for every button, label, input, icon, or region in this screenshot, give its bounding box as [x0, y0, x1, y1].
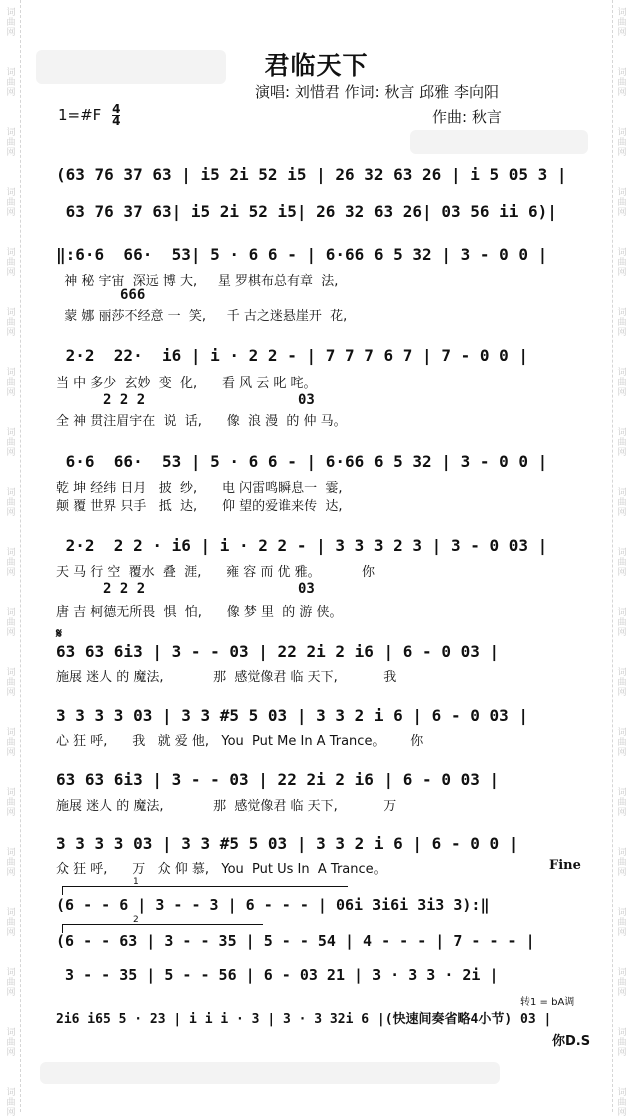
score-line-6: 2·2 2 2 · i6 | i · 2 2 - | 3 3 3 2 3 | 3 - 0 03 | — [56, 536, 548, 555]
watermark-glyphs: 词 曲 网 — [6, 848, 16, 878]
score-line-4: 2·2 22· i6 | i · 2 2 - | 7 7 7 6 7 | 7 - 0 0 | — [56, 346, 529, 365]
lyric-line-8: 心 狂 呼, 我 就 爱 他, You Put Me In A Trance。 你 — [56, 734, 424, 749]
watermark-glyphs: 词 曲 网 — [617, 908, 627, 938]
watermark-glyphs: 词 曲 网 — [6, 188, 16, 218]
watermark-glyphs: 词 曲 网 — [617, 608, 627, 638]
key-change-note: 转1 = bA调 — [520, 997, 575, 1008]
alt-pickup-4: 03 — [298, 392, 315, 408]
watermark-glyphs: 词 曲 网 — [617, 188, 627, 218]
watermark-glyphs: 词 曲 网 — [617, 248, 627, 278]
watermark-glyphs: 词 曲 网 — [6, 728, 16, 758]
key-signature — [58, 104, 120, 127]
song-title: 君临天下 — [264, 51, 369, 80]
blurred-footer-area — [40, 1062, 500, 1084]
watermark-glyphs: 词 曲 网 — [617, 668, 627, 698]
key-label: 1=#F — [58, 106, 102, 124]
watermark-glyphs: 词 曲 网 — [6, 908, 16, 938]
watermark-glyphs: 词 曲 网 — [6, 968, 16, 998]
score-line-12: (6 - - 63 | 3 - - 35 | 5 - - 54 | 4 - - - | 7 - - - | — [56, 932, 535, 950]
watermark-glyphs: 词 曲 网 — [617, 848, 627, 878]
lyric-line-3a: 神 秘 宇宙 深远 博 大, 星 罗棋布总有章 法, — [56, 274, 339, 289]
score-line-9: 63 63 6i3 | 3 - - 03 | 22 2i 2 i6 | 6 - 0 03 | — [56, 770, 500, 789]
watermark-glyphs: 词 曲 网 — [617, 8, 627, 38]
watermark-glyphs: 词 曲 网 — [617, 968, 627, 998]
watermark-glyphs: 词 曲 网 — [617, 428, 627, 458]
time-signature-bottom: 4 — [112, 114, 121, 128]
right-watermark-strip — [611, 0, 633, 1118]
watermark-glyphs: 词 曲 网 — [617, 548, 627, 578]
time-signature-top: 4 — [112, 102, 121, 116]
score-line-7: 63 63 6i3 | 3 - - 03 | 22 2i 2 i6 | 6 - 0 03 | — [56, 642, 500, 661]
score-line-11: (6 - - 6 | 3 - - 3 | 6 - - - | 06i 3i6i 3i3 3):‖ — [56, 896, 490, 914]
dal-segno-mark: 你D.S — [552, 1034, 591, 1049]
watermark-glyphs: 词 曲 网 — [617, 1028, 627, 1058]
watermark-glyphs: 词 曲 网 — [617, 488, 627, 518]
watermark-glyphs: 词 曲 网 — [617, 1088, 627, 1118]
right-dashed-border — [612, 0, 613, 1112]
credits-composer: 作曲: 秋言 — [432, 108, 502, 126]
score-line-2: 63 76 37 63| i5 2i 52 i5| 26 32 63 26| 03 56 ii 6)| — [56, 202, 557, 221]
credits-performer-lyricist: 演唱: 刘惜君 作词: 秋言 邱雅 李向阳 — [255, 83, 499, 101]
lyric-line-10: 众 狂 呼, 万 众 仰 慕, You Put Us In A Trance。 — [56, 862, 387, 877]
fine-mark: Fine — [549, 858, 581, 873]
time-signature — [112, 104, 120, 127]
score-line-14: 2i6 i65 5 · 23 | i i i · 3 | 3 · 3 32i 6 |(快速间奏省略4小节) 03 | — [56, 1012, 552, 1027]
blurred-header-area — [410, 130, 588, 154]
lyric-line-4a: 当 中 多少 玄妙 变 化, 看 风 云 叱 咤。 — [56, 376, 317, 391]
segno-sign: 𝄋 — [56, 626, 63, 642]
watermark-glyphs: 词 曲 网 — [6, 1028, 16, 1058]
score-line-8: 3 3 3 3 03 | 3 3 #5 5 03 | 3 3 2 i 6 | 6 - 0 03 | — [56, 706, 529, 725]
alt-pickup-6: 03 — [298, 581, 315, 597]
watermark-glyphs: 词 曲 网 — [617, 128, 627, 158]
watermark-glyphs: 词 曲 网 — [6, 368, 16, 398]
score-line-13: 3 - - 35 | 5 - - 56 | 6 - 03 21 | 3 · 3 3 · 2i | — [56, 966, 499, 984]
lyric-line-5b: 颠 覆 世界 只手 抵 达, 仰 望的爱谁来传 达, — [56, 499, 343, 514]
lyric-line-4b: 全 神 贯注眉宇在 说 话, 像 浪 漫 的 仲 马。 — [56, 414, 347, 429]
alt-notes-3: 666 — [120, 287, 146, 303]
watermark-glyphs: 词 曲 网 — [617, 788, 627, 818]
watermark-glyphs: 词 曲 网 — [6, 788, 16, 818]
watermark-glyphs: 词 曲 网 — [6, 308, 16, 338]
alt-notes-6: 2 2 2 — [103, 581, 146, 597]
lyric-line-7: 施展 迷人 的 魔法, 那 感觉像君 临 天下, 我 — [56, 670, 397, 685]
score-line-5: 6·6 66· 53 | 5 · 6 6 - | 6·66 6 5 32 | 3 - 0 0 | — [56, 452, 548, 471]
lyric-line-3b: 蒙 娜 丽莎不经意 一 笑, 千 古之迷悬崖开 花, — [56, 309, 348, 324]
watermark-glyphs: 词 曲 网 — [617, 728, 627, 758]
score-line-3: ‖:6·6 66· 53| 5 · 6 6 - | 6·66 6 5 32 | 3 - 0 0 | — [56, 245, 548, 264]
watermark-glyphs: 词 曲 网 — [6, 128, 16, 158]
watermark-glyphs: 词 曲 网 — [6, 428, 16, 458]
left-dashed-border — [20, 0, 21, 1112]
watermark-glyphs: 词 曲 网 — [6, 8, 16, 38]
score-line-1: (63 76 37 63 | i5 2i 52 i5 | 26 32 63 26 | i 5 05 3 | — [56, 165, 567, 184]
watermark-glyphs: 词 曲 网 — [6, 68, 16, 98]
watermark-glyphs: 词 曲 网 — [6, 548, 16, 578]
watermark-glyphs: 词 曲 网 — [6, 1088, 16, 1118]
volta-bracket-1 — [62, 877, 348, 895]
volta-number-1: 1 — [133, 877, 139, 887]
watermark-glyphs: 词 曲 网 — [6, 248, 16, 278]
lyric-line-9: 施展 迷人 的 魔法, 那 感觉像君 临 天下, 万 — [56, 799, 397, 814]
watermark-glyphs: 词 曲 网 — [617, 368, 627, 398]
lyric-line-6a: 天 马 行 空 覆水 叠 涯, 雍 容 而 优 雅。 你 — [56, 565, 375, 580]
lyric-line-5a: 乾 坤 经纬 日月 披 纱, 电 闪雷鸣瞬息一 霎, — [56, 481, 343, 496]
score-line-10: 3 3 3 3 03 | 3 3 #5 5 03 | 3 3 2 i 6 | 6 - 0 0 | — [56, 834, 519, 853]
watermark-glyphs: 词 曲 网 — [6, 608, 16, 638]
lyric-line-6b: 唐 吉 柯德无所畏 惧 怕, 像 梦 里 的 游 侠。 — [56, 605, 343, 620]
watermark-glyphs: 词 曲 网 — [617, 308, 627, 338]
left-watermark-strip — [0, 0, 22, 1118]
watermark-glyphs: 词 曲 网 — [6, 488, 16, 518]
watermark-glyphs: 词 曲 网 — [6, 668, 16, 698]
alt-notes-4: 2 2 2 — [103, 392, 146, 408]
volta-number-2: 2 — [133, 915, 139, 925]
watermark-glyphs: 词 曲 网 — [617, 68, 627, 98]
